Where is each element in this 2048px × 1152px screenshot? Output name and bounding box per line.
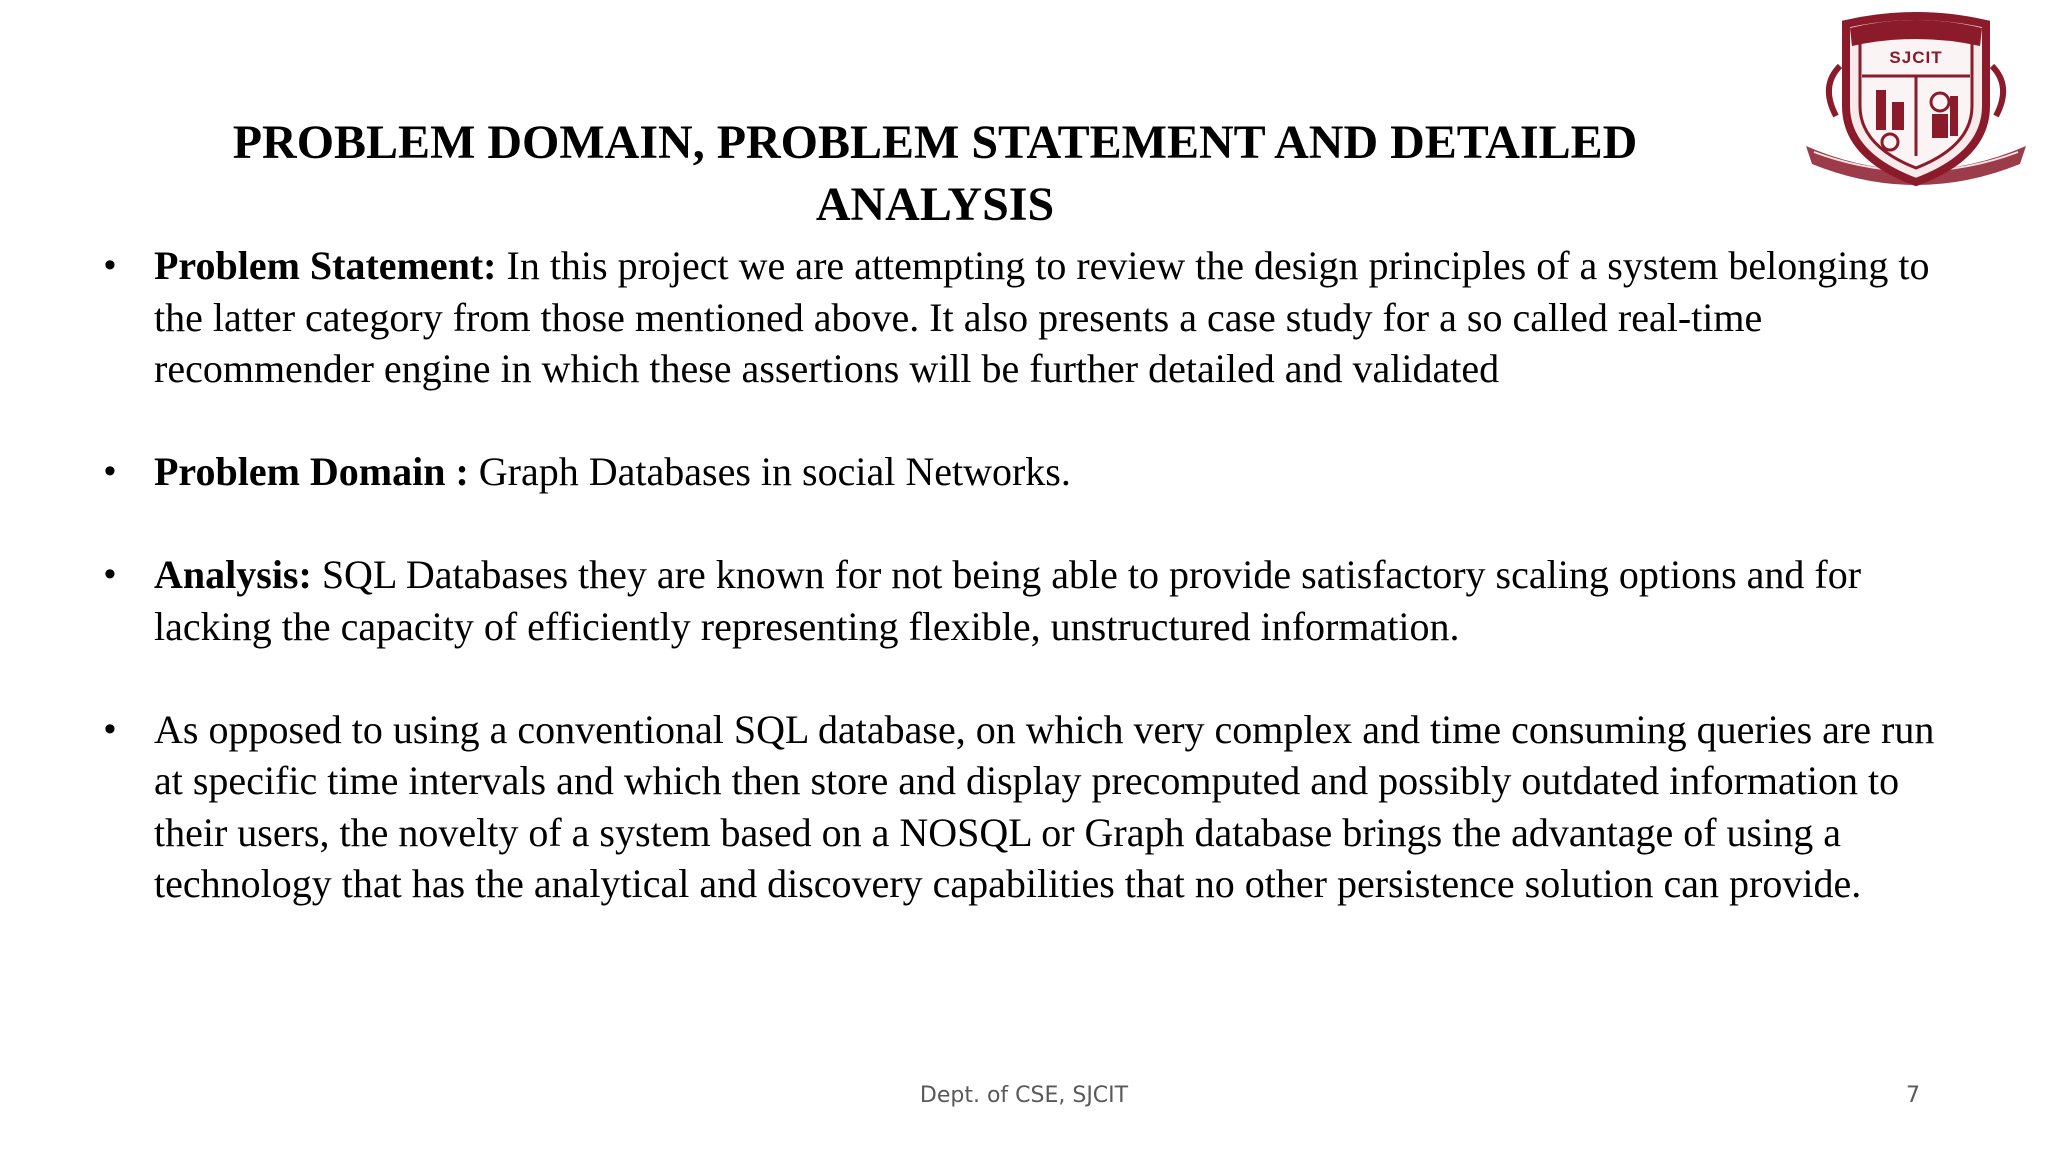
emblem-icon [1800, 6, 2032, 196]
slide-title-line-1: PROBLEM DOMAIN, PROBLEM STATEMENT AND DETAILED [232, 116, 1638, 169]
bullet-text: In this project we are attempting to review the design principles of a system belonging to the latter category from those mentioned above. It also presents a case study for a so called real-time recommender engine in which these assertions will be further detailed and validated [154, 243, 1930, 391]
bullet-text: Graph Databases in social Networks. [468, 449, 1071, 494]
emblem-text: SJCIT [1889, 48, 1943, 67]
bullet-dot: • [104, 246, 116, 284]
slide-title [140, 112, 1730, 236]
bullet-dot: • [104, 555, 116, 593]
slide-footer: Dept. of CSE, SJCIT [919, 1083, 1129, 1108]
slide-title-line-2: ANALYSIS [815, 178, 1055, 231]
bullet-problem-domain [104, 446, 1964, 498]
bullet-label: Problem Statement: [154, 243, 497, 288]
bullet-label: Problem Domain : [154, 449, 469, 494]
bullet-label: Analysis: [154, 552, 312, 597]
page-number: 7 [1906, 1083, 1920, 1108]
bullet-nosql-advantage [104, 704, 1964, 910]
bullet-problem-statement [104, 240, 1964, 395]
bullet-text: SQL Databases they are known for not being able to provide satisfactory scaling options and for lacking the capacity of efficiently representing flexible, unstructured information. [154, 552, 1862, 649]
bullet-text: As opposed to using a conventional SQL database, on which very complex and time consuming queries are run at specific time intervals and which then store and display precomputed and possibly outdated information to their users, the novelty of a system based on a NOSQL or Graph database brings the advantage of using a technology that has the analytical and discovery capabilities that no other persistence solution can provide. [154, 706, 1935, 906]
bullet-dot: • [104, 709, 116, 748]
college-emblem-logo [1800, 6, 2032, 196]
bullet-dot: • [104, 452, 116, 490]
bullet-analysis [104, 549, 1964, 652]
bullet-list [104, 240, 1964, 961]
